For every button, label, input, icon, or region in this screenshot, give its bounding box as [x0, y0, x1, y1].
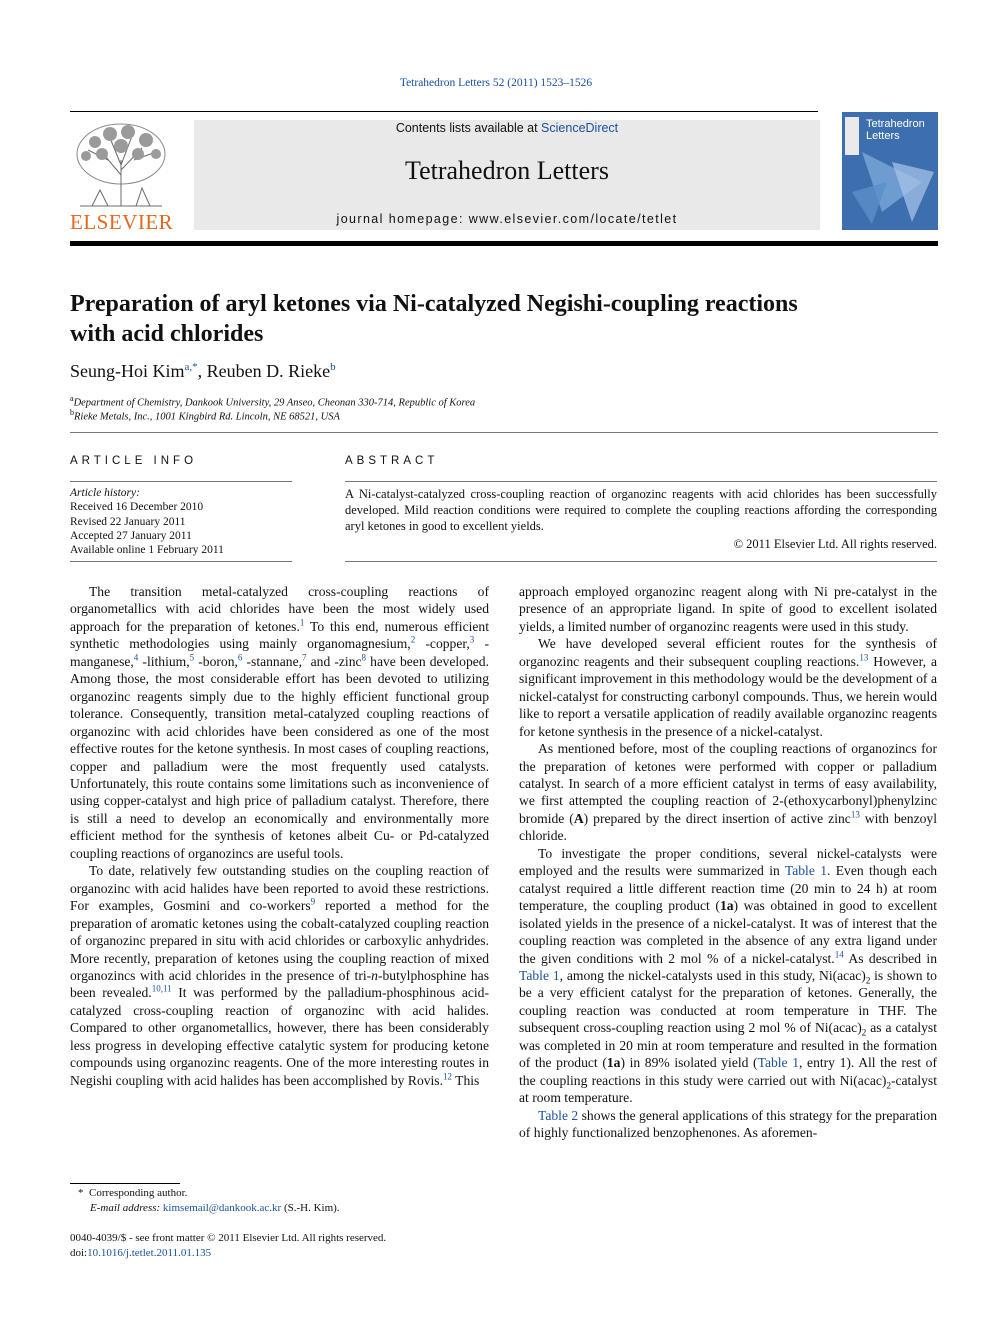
author-separator: ,: [197, 361, 207, 381]
header-top-rule: [70, 111, 818, 112]
contents-prefix: Contents lists available at: [395, 121, 542, 135]
corresponding-author-note: [70, 1186, 490, 1201]
history-accepted: Accepted 27 January 2011: [70, 529, 192, 542]
body-paragraph: The transition metal-catalyzed cross-coupling reactions of organometallics with acid chlorides have been the most widely used approach for the preparation of ketones.$^1$ To this end, numerous efficient synthetic methodologies using mainly organomagnesium,$^2$ -copper,$^3$ -manganese,$^4$ -lithium,$^5$ -boron,$^6$ -stannane,$^7$ and -zinc$^8$ have been developed. Among those, the most considerable effort has been devoted to utilizing organozinc reagents simply due to the highly efficient functional group tolerance. Consequently, transition metal-catalyzed coupling reactions of organozinc with acid chlorides have been considered as one of the most effective routes for the ketone synthesis. In most cases of coupling reactions, copper and palladium were the most frequently used catalysts. Unfortunately, this route contains some limitations such as inconvenience of using copper-catalyst and high price of palladium catalyst. Therefore, there is still a need to develop an economically and environmentally more efficient method for the synthesis of ketones albeit Cu- or Pd-catalyzed coupling reactions of organozincs are useful tools.: [70, 584, 490, 861]
author-rieke-affil[interactable]: b: [330, 361, 336, 373]
abstract-copyright: © 2011 Elsevier Ltd. All rights reserved.: [733, 536, 937, 551]
sciencedirect-link[interactable]: ScienceDirect: [541, 121, 619, 135]
history-revised: Revised 22 January 2011: [70, 515, 186, 528]
journal-title: Tetrahedron Letters: [405, 156, 609, 185]
affiliation-b-mark: b: [70, 408, 74, 417]
affiliation-b-text: Rieke Metals, Inc., 1001 Kingbird Rd. Lincoln, NE 68521, USA: [74, 411, 340, 423]
corresponding-mark: *: [78, 1187, 84, 1199]
article-title: [70, 289, 930, 349]
article-info-rule: [70, 481, 292, 482]
title-line-2: with acid chlorides: [70, 321, 264, 347]
author-kim-affil[interactable]: a,*: [184, 361, 198, 373]
contents-line: [194, 121, 820, 135]
body-paragraph: Table 2 shows the general applications of this strategy for the preparation of highly functionalized benzophenones. As aforemen-: [519, 1107, 937, 1141]
affiliation-a: [70, 394, 475, 409]
author-rieke[interactable]: Reuben D. Rieke: [206, 361, 331, 381]
body-paragraph: As mentioned before, most of the coupling reactions of organozincs for the preparation of ketones were performed with copper or palladium catalyst. In search of a more efficient catalyst in terms of easy availability, we first attempted the coupling reaction of 2-(ethoxycarbonyl)phenylzinc bromide (A) prepared by the direct insertion of active zinc$^{13}$ with benzoyl chloride.: [519, 741, 937, 844]
doi-label: doi:: [70, 1246, 88, 1259]
abstract-bottom-rule: [345, 561, 937, 562]
abstract-text: A Ni-catalyst-catalyzed cross-coupling reaction of organozinc reagents with acid chlorides has been successfully developed. Mild reaction conditions were required to complete the coupling reactions affording the corresponding aryl ketones in good to excellent yields.: [345, 487, 937, 534]
journal-citation[interactable]: Tetrahedron Letters 52 (2011) 1523–1526: [399, 77, 593, 89]
affiliation-rule: [70, 432, 938, 433]
doi-link[interactable]: 10.1016/j.tetlet.2011.01.135: [87, 1246, 212, 1259]
email-label: E-mail address:: [90, 1201, 161, 1214]
affiliation-b: [70, 408, 340, 423]
body-column-left: [70, 583, 489, 1089]
header-bottom-rule: [70, 241, 938, 246]
abstract-heading: ABSTRACT: [345, 455, 439, 467]
history-label: Article history:: [70, 487, 140, 499]
article-info-bottom-rule: [70, 561, 292, 562]
elsevier-tree-logo[interactable]: [70, 120, 172, 210]
affiliation-a-text: Department of Chemistry, Dankook University, 29 Anseo, Cheonan 330-714, Republic of Korea: [73, 397, 476, 409]
corresponding-text: Corresponding author.: [89, 1187, 188, 1199]
author-kim[interactable]: Seung-Hoi Kim: [70, 361, 185, 381]
journal-cover[interactable]: [842, 112, 938, 230]
doi-line: [70, 1246, 490, 1261]
body-column-right: [519, 583, 937, 1142]
elsevier-wordmark[interactable]: ELSEVIER: [70, 210, 174, 234]
footnotes: [70, 1186, 490, 1215]
history-received: Received 16 December 2010: [70, 501, 204, 514]
title-line-1: Preparation of aryl ketones via Ni-catalyzed Negishi-coupling reactions: [70, 291, 798, 317]
affiliation-a-mark: a: [70, 394, 74, 403]
footnote-rule: [70, 1183, 180, 1184]
issn-line: 0040-4039/$ - see front matter © 2011 Elsevier Ltd. All rights reserved.: [70, 1232, 387, 1244]
cover-title-line2: Letters: [866, 130, 900, 142]
author-list: [70, 361, 336, 382]
email-note: [70, 1201, 490, 1216]
body-paragraph: approach employed organozinc reagent along with Ni pre-catalyst in the presence of an appropriate ligand. In spite of good to excellent isolated yields, a limited number of organozinc reagents were used in this study.: [519, 584, 937, 634]
history-online: Available online 1 February 2011: [70, 544, 224, 557]
cover-title: [866, 118, 925, 142]
body-paragraph: To date, relatively few outstanding studies on the coupling reaction of organozinc with acid halides have been reported to avoid these restrictions. For examples, Gosmini and co-workers$^9$ reported a method for the preparation of aromatic ketones using the cobalt-catalyzed coupling reaction of organozinc prepared in situ with acid chlorides or carboxylic anhydrides. More recently, preparation of ketones using the coupling reaction of mixed organozincs with acid chlorides in the presence of tri-n-butylphosphine has been revealed.$^{10,11}$ It was performed by the palladium-phosphinous acid-catalyzed cross-coupling reaction of organozinc with acid halides. Compared to other organometallics, however, there has been considerably less progress in developing effective catalytic system for producing ketone compounds using organozinc reagents. One of the more interesting routes in Negishi coupling with acid halides has been accomplished by Rovis.$^{12}$ This: [70, 863, 490, 1088]
cover-title-line1: Tetrahedron: [866, 118, 925, 130]
article-info-heading: ARTICLE INFO: [70, 455, 198, 467]
abstract-body: [345, 486, 937, 552]
front-matter-info: [70, 1231, 490, 1260]
journal-homepage[interactable]: journal homepage: www.elsevier.com/locate/tetlet: [336, 212, 678, 226]
body-paragraph: We have developed several efficient routes for the synthesis of organozinc reagents and their subsequent coupling reactions.$^{13}$ However, a significant improvement in this methodology would be the development of a nickel-catalyst for constructing carbonyl compounds. Thus, we herein would like to report a versatile application of readily available organozinc reagents for ketone synthesis in the presence of a nickel-catalyst.: [519, 636, 937, 739]
article-history: [70, 486, 292, 557]
email-suffix: (S.-H. Kim).: [281, 1201, 340, 1214]
email-link[interactable]: kimsemail@dankook.ac.kr: [162, 1201, 282, 1214]
abstract-rule: [345, 481, 937, 482]
body-paragraph: To investigate the proper conditions, several nickel-catalysts were employed and the results were summarized in Table 1. Even though each catalyst required a little different reaction time (20 min to 24 h) at room temperature, the coupling product (1a) was obtained in good to excellent isolated yields in the presence of a nickel-catalyst. It was of interest that the coupling reaction was completed in the absence of any extra ligand under the given conditions with 2 mol % of a nickel-catalyst.$^{14}$ As described in Table 1, among the nickel-catalysts used in this study, $Ni(acac)_2$ is shown to be a very efficient catalyst for the preparation of ketones. Generally, the coupling reaction was conducted at room temperature in THF. The subsequent cross-coupling reaction using 2 mol % of $Ni(acac)_2$ as a catalyst was completed in 20 min at room temperature and resulted in the formation of the product (1a) in 89% isolated yield (Table 1, entry 1). All the rest of the coupling reactions in this study were carried out with $Ni(acac)_2$-catalyst at room temperature.: [519, 845, 938, 1106]
